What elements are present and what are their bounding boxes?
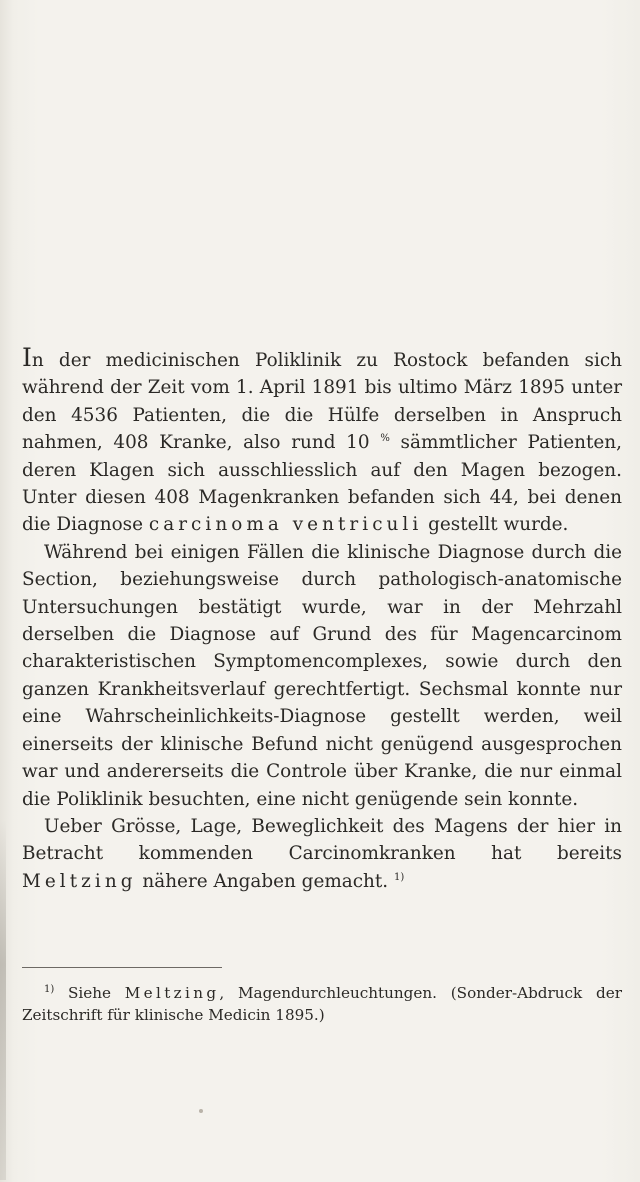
footnote — [22, 982, 622, 1026]
page-edge-shadow — [0, 820, 6, 1180]
footnote-reference: 1) — [393, 871, 405, 883]
paragraph-2: Während bei einigen Fällen die klinische Diagnose durch die Section, beziehungsweise durch pathologisch-anatomische Untersuchungen bestätigt wurde, war in der Mehrzahl derselben die Diagnose auf Grund des für Magencarcinom charakteristischen Symptomencomplexes, sowie durch den ganzen Krankheitsverlauf gerechtfertigt. Sechsmal konnte nur eine Wahrscheinlichkeits-Diagnose gestellt werden, weil einerseits der klinische Befund nicht genügend ausgesprochen war und andererseits die Controle über Kranke, die nur einmal die Poliklinik besuchten, eine nicht genügende sein konnte. — [22, 541, 622, 810]
footnote-text — [22, 982, 622, 1026]
paragraph-1-text-b: sämmtlicher Patienten, deren Klagen sich ausschliesslich auf den Magen bezogen. Unter diesen 408 Magenkranken befanden sich 44, bei denen die Diagnose — [22, 432, 622, 536]
paragraph-1-text-c: gestellt wurde. — [422, 514, 569, 536]
footnote-text-a: Siehe — [54, 984, 125, 1002]
initial-letter: I — [22, 343, 32, 372]
percent-sign: % — [380, 433, 390, 445]
paragraph-3 — [22, 813, 622, 895]
paragraph-3-text-b: nähere Angaben gemacht. — [136, 870, 394, 892]
paragraph-1-text-a: n der medicinischen Poliklinik zu Rostock befanden sich während der Zeit vom 1. April 1891 bis ultimo März 1895 unter den 4536 Patienten, die die Hülfe derselben in Anspruch nahmen, 408 Kranke, also rund 10 — [22, 350, 622, 454]
paragraph-1 — [22, 345, 622, 539]
body-text — [22, 345, 622, 895]
footnote-author: Meltzing — [124, 984, 220, 1002]
paper-speck — [199, 1109, 203, 1113]
author-name: Meltzing — [22, 870, 137, 892]
footnote-divider — [22, 967, 222, 968]
diagnosis-term: carcinoma ventriculi — [148, 514, 423, 536]
footnote-text-b: , Magendurchleuchtungen. (Sonder-Abdruck der Zeitschrift für klinische Medicin 1895.) — [22, 984, 622, 1024]
paragraph-3-text-a: Ueber Grösse, Lage, Beweglichkeit des Magens der hier in Betracht kommenden Carcinomkranken hat bereits — [22, 815, 622, 865]
footnote-marker: 1) — [44, 983, 55, 995]
